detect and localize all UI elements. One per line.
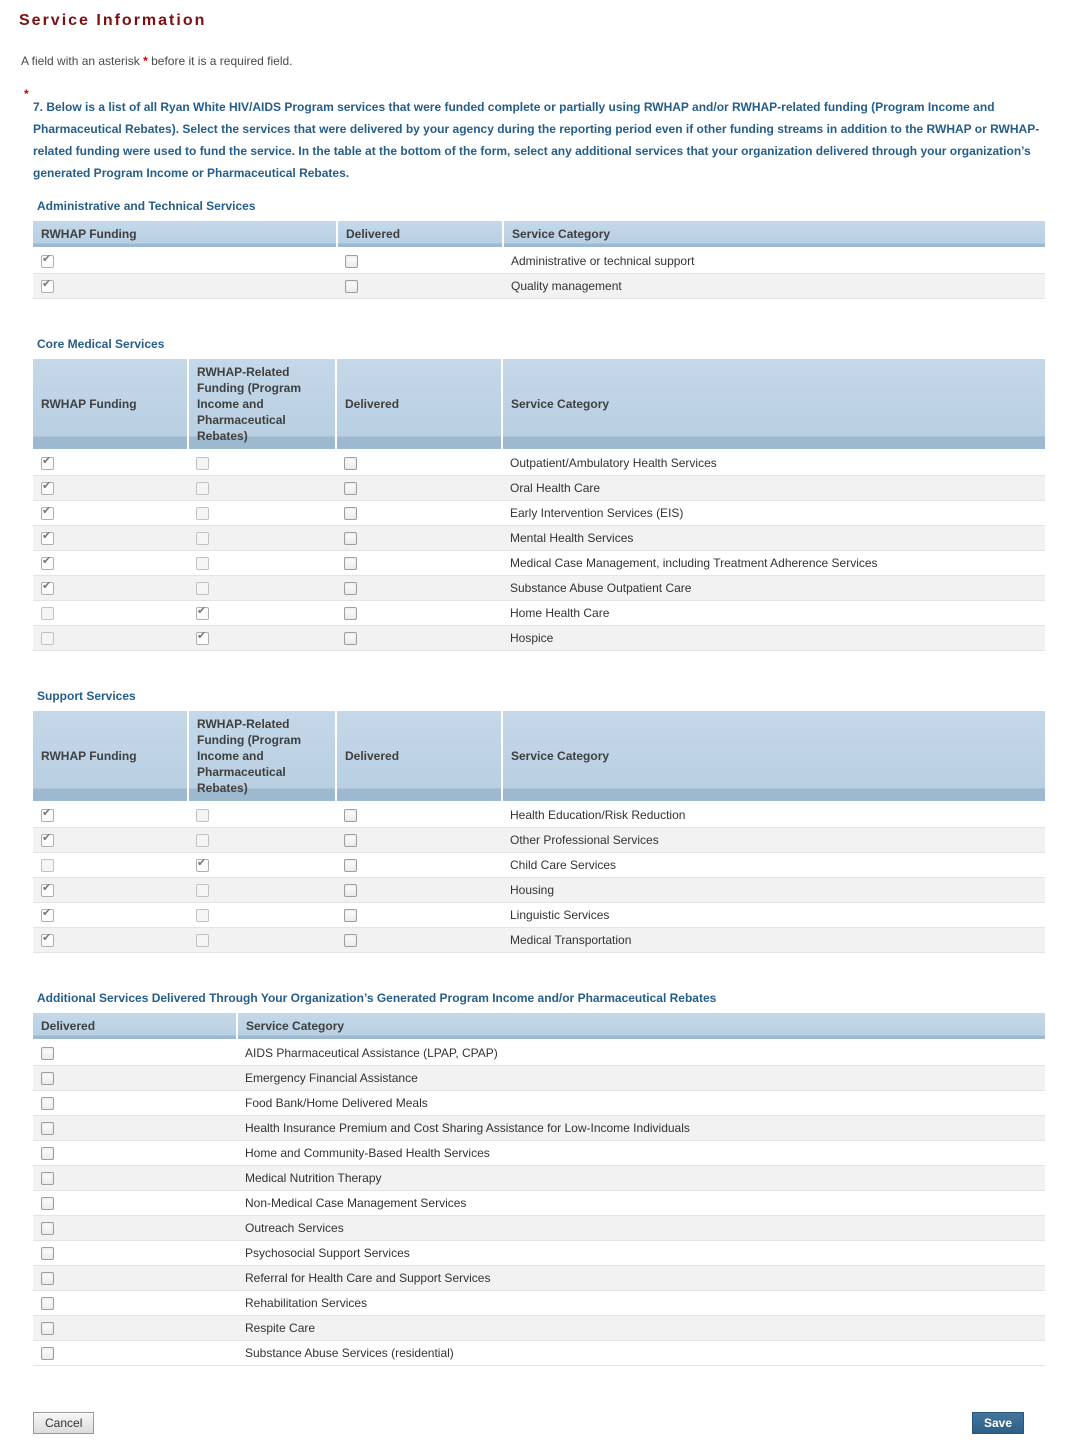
table-row: [33, 1266, 1045, 1291]
service-category-cell: Home and Community-Based Health Services: [237, 1141, 1045, 1166]
service-category-cell: Rehabilitation Services: [237, 1291, 1045, 1316]
services-table: [33, 1013, 1045, 1366]
rwhap-cell: [33, 248, 337, 274]
table-header-row: [33, 221, 1045, 248]
service-category-cell: Emergency Financial Assistance: [237, 1066, 1045, 1091]
check-icon: ✔: [42, 832, 52, 845]
delivered-cell: [336, 878, 502, 903]
service-table-section: [33, 199, 1045, 299]
related-cell: [188, 828, 336, 853]
rwhap-cell: [33, 551, 188, 576]
table-row: [33, 1116, 1045, 1141]
form-action-bar: [33, 1412, 1024, 1434]
service-category-cell: Substance Abuse Outpatient Care: [502, 576, 1045, 601]
check-icon: ✔: [42, 505, 52, 518]
related-cell: [188, 903, 336, 928]
rwhap-related-funding-checkbox: [196, 507, 209, 520]
delivered-cell: [33, 1166, 237, 1191]
rwhap-cell: [33, 928, 188, 953]
delivered-checkbox[interactable]: [41, 1347, 54, 1360]
related-cell: [188, 476, 336, 501]
table-row: [33, 450, 1045, 476]
section-heading: Support Services: [37, 689, 136, 703]
related-cell: [188, 526, 336, 551]
service-category-cell: Home Health Care: [502, 601, 1045, 626]
delivered-cell: [33, 1241, 237, 1266]
delivered-checkbox[interactable]: [41, 1197, 54, 1210]
service-category-cell: Referral for Health Care and Support Services: [237, 1266, 1045, 1291]
table-row: [33, 828, 1045, 853]
column-header: RWHAP Funding: [33, 711, 188, 802]
rwhap-related-funding-checkbox: [196, 909, 209, 922]
table-row: [33, 1166, 1045, 1191]
rwhap-cell: [33, 450, 188, 476]
table-row: [33, 476, 1045, 501]
rwhap-related-funding-checkbox: [196, 934, 209, 947]
rwhap-funding-checkbox: [41, 280, 54, 293]
service-category-cell: Health Insurance Premium and Cost Sharing Assistance for Low-Income Individuals: [237, 1116, 1045, 1141]
service-tables-container: [0, 199, 1074, 1366]
table-row: [33, 526, 1045, 551]
check-icon: ✔: [42, 555, 52, 568]
column-header: Service Category: [503, 221, 1045, 248]
delivered-cell: [33, 1216, 237, 1241]
column-header: Delivered: [33, 1013, 237, 1040]
service-table-section: [33, 689, 1045, 953]
delivered-checkbox[interactable]: [41, 1247, 54, 1260]
service-table-section: [33, 337, 1045, 651]
service-category-cell: Psychosocial Support Services: [237, 1241, 1045, 1266]
service-category-cell: AIDS Pharmaceutical Assistance (LPAP, CPAP): [237, 1040, 1045, 1066]
rwhap-related-funding-checkbox: [196, 809, 209, 822]
delivered-cell: [33, 1040, 237, 1066]
service-table-section: [33, 991, 1045, 1366]
check-icon: ✔: [42, 253, 52, 266]
rwhap-funding-checkbox: [41, 607, 54, 620]
rwhap-cell: [33, 853, 188, 878]
delivered-checkbox[interactable]: [41, 1297, 54, 1310]
related-cell: [188, 928, 336, 953]
check-icon: ✔: [42, 907, 52, 920]
delivered-checkbox[interactable]: [345, 255, 358, 268]
table-row: [33, 274, 1045, 299]
delivered-checkbox[interactable]: [41, 1272, 54, 1285]
rwhap-funding-checkbox: [41, 457, 54, 470]
service-category-cell: Medical Nutrition Therapy: [237, 1166, 1045, 1191]
delivered-checkbox[interactable]: [41, 1222, 54, 1235]
delivered-checkbox[interactable]: [41, 1147, 54, 1160]
delivered-cell: [337, 274, 503, 299]
column-header: Service Category: [237, 1013, 1045, 1040]
rwhap-related-funding-checkbox: [196, 532, 209, 545]
required-asterisk-icon: *: [24, 87, 29, 101]
delivered-checkbox[interactable]: [41, 1097, 54, 1110]
table-row: [33, 878, 1045, 903]
table-row: [33, 551, 1045, 576]
rwhap-cell: [33, 828, 188, 853]
column-header: RWHAP Funding: [33, 359, 188, 450]
delivered-cell: [33, 1191, 237, 1216]
delivered-checkbox[interactable]: [344, 607, 357, 620]
delivered-checkbox[interactable]: [344, 507, 357, 520]
rwhap-cell: [33, 802, 188, 828]
column-header: Service Category: [502, 711, 1045, 802]
rwhap-cell: [33, 626, 188, 651]
delivered-cell: [33, 1116, 237, 1141]
rwhap-related-funding-checkbox: [196, 457, 209, 470]
delivered-cell: [336, 928, 502, 953]
column-header: Delivered: [336, 359, 502, 450]
rwhap-related-funding-checkbox: [196, 557, 209, 570]
delivered-cell: [336, 501, 502, 526]
check-icon: ✔: [42, 480, 52, 493]
rwhap-cell: [33, 526, 188, 551]
services-table: [33, 359, 1045, 651]
service-category-cell: Early Intervention Services (EIS): [502, 501, 1045, 526]
table-row: [33, 626, 1045, 651]
delivered-cell: [336, 476, 502, 501]
check-icon: ✔: [197, 605, 207, 618]
table-row: [33, 576, 1045, 601]
related-cell: [188, 878, 336, 903]
check-icon: ✔: [42, 807, 52, 820]
service-category-cell: Hospice: [502, 626, 1045, 651]
delivered-cell: [336, 853, 502, 878]
column-header: RWHAP-Related Funding (Program Income and Pharmaceutical Rebates): [188, 711, 336, 802]
delivered-checkbox[interactable]: [344, 834, 357, 847]
section-heading: Administrative and Technical Services: [37, 199, 256, 213]
rwhap-related-funding-checkbox: [196, 884, 209, 897]
table-row: [33, 1141, 1045, 1166]
rwhap-related-funding-checkbox: [196, 582, 209, 595]
required-note-text-after: before it is a required field.: [151, 54, 293, 68]
delivered-cell: [336, 903, 502, 928]
delivered-checkbox[interactable]: [344, 482, 357, 495]
question-7-text: 7. Below is a list of all Ryan White HIV/AIDS Program services that were funded complete or partially using RWHAP and/or RWHAP-related funding (Program Income and Pharmaceutical Rebates). Select the services that were delivered by your agency during the reporting period even if other funding streams in addition to the RWHAP or RWHAP-related funding were used to fund the service. In the table at the bottom of the form, select any additional services that your organization delivered through your organization’s generated Program Income or Pharmaceutical Rebates.: [33, 100, 1040, 180]
delivered-cell: [33, 1316, 237, 1341]
delivered-checkbox[interactable]: [344, 532, 357, 545]
check-icon: ✔: [197, 630, 207, 643]
rwhap-funding-checkbox: [41, 255, 54, 268]
services-table: [33, 221, 1045, 299]
table-header-row: [33, 359, 1045, 450]
table-row: [33, 802, 1045, 828]
service-category-cell: Other Professional Services: [502, 828, 1045, 853]
delivered-cell: [336, 450, 502, 476]
section-heading: Additional Services Delivered Through Your Organization’s Generated Program Income and/or Pharmaceutical Rebates: [37, 991, 717, 1005]
service-category-cell: Outreach Services: [237, 1216, 1045, 1241]
required-field-note: [21, 54, 1074, 68]
related-cell: [188, 853, 336, 878]
rwhap-related-funding-checkbox: [196, 834, 209, 847]
delivered-cell: [33, 1141, 237, 1166]
rwhap-related-funding-checkbox: [196, 607, 209, 620]
check-icon: ✔: [197, 857, 207, 870]
rwhap-funding-checkbox: [41, 834, 54, 847]
save-button[interactable]: Save: [972, 1412, 1024, 1434]
related-cell: [188, 802, 336, 828]
rwhap-cell: [33, 576, 188, 601]
delivered-checkbox[interactable]: [344, 457, 357, 470]
rwhap-funding-checkbox: [41, 507, 54, 520]
table-row: [33, 928, 1045, 953]
check-icon: ✔: [42, 455, 52, 468]
column-header: RWHAP Funding: [33, 221, 337, 248]
delivered-checkbox[interactable]: [41, 1122, 54, 1135]
service-category-cell: Housing: [502, 878, 1045, 903]
rwhap-related-funding-checkbox: [196, 632, 209, 645]
delivered-checkbox[interactable]: [344, 582, 357, 595]
rwhap-cell: [33, 476, 188, 501]
section-heading: Core Medical Services: [37, 337, 165, 351]
rwhap-funding-checkbox: [41, 909, 54, 922]
column-header: Delivered: [337, 221, 503, 248]
delivered-checkbox[interactable]: [344, 632, 357, 645]
delivered-cell: [336, 576, 502, 601]
required-note-text: A field with an asterisk: [21, 54, 140, 68]
rwhap-cell: [33, 601, 188, 626]
service-category-cell: Quality management: [503, 274, 1045, 299]
delivered-cell: [33, 1291, 237, 1316]
table-row: [33, 501, 1045, 526]
rwhap-cell: [33, 903, 188, 928]
delivered-cell: [336, 828, 502, 853]
rwhap-funding-checkbox: [41, 532, 54, 545]
check-icon: ✔: [42, 530, 52, 543]
delivered-checkbox[interactable]: [41, 1322, 54, 1335]
related-cell: [188, 501, 336, 526]
delivered-checkbox[interactable]: [344, 884, 357, 897]
delivered-cell: [336, 526, 502, 551]
delivered-checkbox[interactable]: [344, 809, 357, 822]
delivered-cell: [33, 1091, 237, 1116]
rwhap-funding-checkbox: [41, 632, 54, 645]
delivered-cell: [337, 248, 503, 274]
required-asterisk-icon: *: [143, 54, 148, 68]
table-row: [33, 1241, 1045, 1266]
check-icon: ✔: [42, 882, 52, 895]
check-icon: ✔: [42, 278, 52, 291]
rwhap-funding-checkbox: [41, 884, 54, 897]
table-row: [33, 1066, 1045, 1091]
page-title: Service Information: [19, 12, 207, 29]
delivered-cell: [336, 601, 502, 626]
rwhap-funding-checkbox: [41, 859, 54, 872]
service-category-cell: Respite Care: [237, 1316, 1045, 1341]
question-7-block: [24, 87, 1044, 184]
rwhap-funding-checkbox: [41, 557, 54, 570]
table-header-row: [33, 711, 1045, 802]
delivered-cell: [336, 551, 502, 576]
service-category-cell: Linguistic Services: [502, 903, 1045, 928]
delivered-cell: [336, 802, 502, 828]
service-category-cell: Outpatient/Ambulatory Health Services: [502, 450, 1045, 476]
rwhap-cell: [33, 878, 188, 903]
check-icon: ✔: [42, 580, 52, 593]
related-cell: [188, 626, 336, 651]
service-category-cell: Child Care Services: [502, 853, 1045, 878]
related-cell: [188, 551, 336, 576]
table-row: [33, 1291, 1045, 1316]
delivered-checkbox[interactable]: [344, 859, 357, 872]
delivered-checkbox[interactable]: [344, 557, 357, 570]
service-category-cell: Food Bank/Home Delivered Meals: [237, 1091, 1045, 1116]
table-header-row: [33, 1013, 1045, 1040]
related-cell: [188, 450, 336, 476]
table-row: [33, 601, 1045, 626]
table-row: [33, 853, 1045, 878]
column-header: Service Category: [502, 359, 1045, 450]
table-row: [33, 1216, 1045, 1241]
service-category-cell: Mental Health Services: [502, 526, 1045, 551]
services-table: [33, 711, 1045, 953]
table-row: [33, 1341, 1045, 1366]
delivered-cell: [33, 1266, 237, 1291]
related-cell: [188, 576, 336, 601]
related-cell: [188, 601, 336, 626]
rwhap-related-funding-checkbox: [196, 482, 209, 495]
service-category-cell: Non-Medical Case Management Services: [237, 1191, 1045, 1216]
service-category-cell: Oral Health Care: [502, 476, 1045, 501]
delivered-checkbox[interactable]: [41, 1172, 54, 1185]
rwhap-funding-checkbox: [41, 934, 54, 947]
column-header: RWHAP-Related Funding (Program Income and Pharmaceutical Rebates): [188, 359, 336, 450]
service-category-cell: Health Education/Risk Reduction: [502, 802, 1045, 828]
cancel-button[interactable]: Cancel: [33, 1412, 94, 1434]
delivered-cell: [33, 1066, 237, 1091]
service-category-cell: Medical Case Management, including Treatment Adherence Services: [502, 551, 1045, 576]
rwhap-funding-checkbox: [41, 582, 54, 595]
table-row: [33, 1091, 1045, 1116]
table-row: [33, 903, 1045, 928]
service-category-cell: Administrative or technical support: [503, 248, 1045, 274]
delivered-checkbox[interactable]: [41, 1047, 54, 1060]
table-row: [33, 1040, 1045, 1066]
check-icon: ✔: [42, 932, 52, 945]
table-row: [33, 248, 1045, 274]
rwhap-funding-checkbox: [41, 482, 54, 495]
delivered-checkbox[interactable]: [344, 909, 357, 922]
service-category-cell: Medical Transportation: [502, 928, 1045, 953]
rwhap-funding-checkbox: [41, 809, 54, 822]
delivered-checkbox[interactable]: [41, 1072, 54, 1085]
rwhap-cell: [33, 501, 188, 526]
service-category-cell: Substance Abuse Services (residential): [237, 1341, 1045, 1366]
rwhap-cell: [33, 274, 337, 299]
table-row: [33, 1191, 1045, 1216]
table-row: [33, 1316, 1045, 1341]
delivered-cell: [33, 1341, 237, 1366]
delivered-checkbox[interactable]: [345, 280, 358, 293]
delivered-checkbox[interactable]: [344, 934, 357, 947]
delivered-cell: [336, 626, 502, 651]
rwhap-related-funding-checkbox: [196, 859, 209, 872]
column-header: Delivered: [336, 711, 502, 802]
